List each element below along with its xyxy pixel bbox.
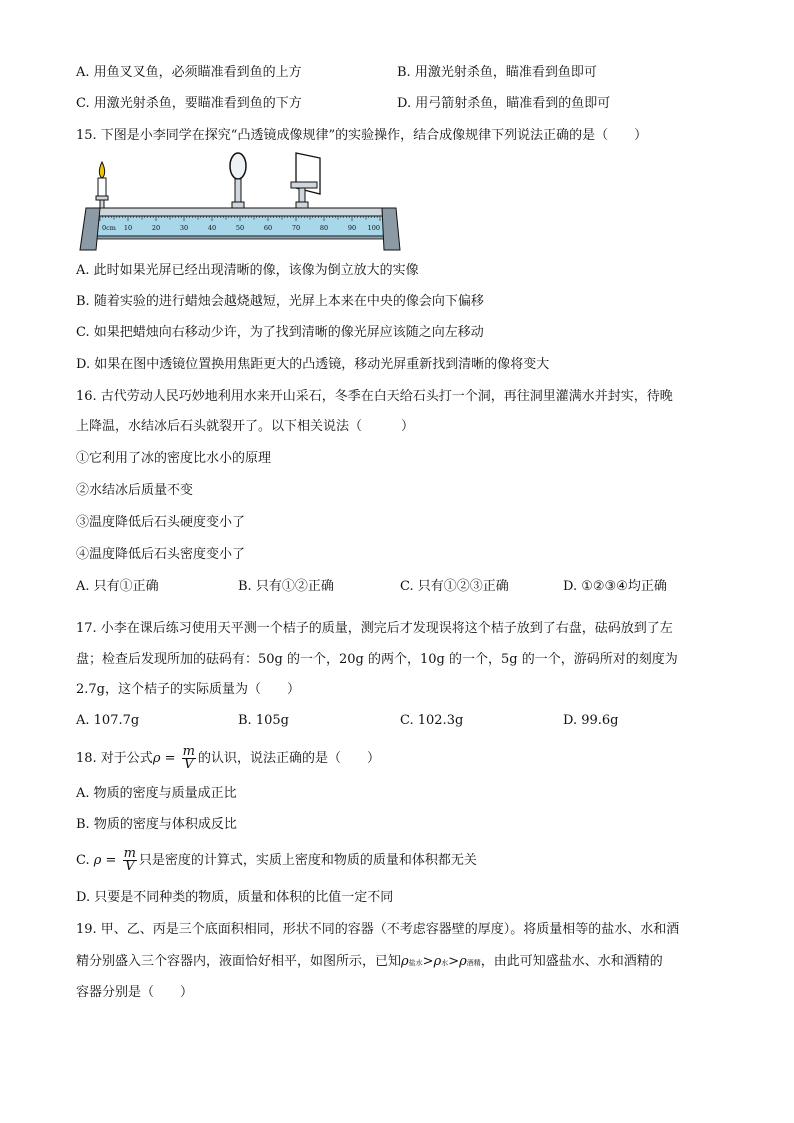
ruler-label: 100 [367,224,380,232]
q16-statement-1: ①它利用了冰的密度比水小的原理 [76,451,272,466]
ruler-label: 20 [151,224,161,232]
q15-stem: 15. 下图是小李同学在探究“凸透镜成像规律”的实验操作，结合成像规律下列说法正确的是（ ） [76,128,648,143]
rho-symbol: ρ [93,853,102,868]
fraction-numerator: m [182,744,195,759]
q18-option-c-label: C. [76,853,90,868]
fraction-denominator: V [184,757,194,772]
q15-option-c: C. 如果把蜡烛向右移动少许，为了找到清晰的像光屏应该随之向左移动 [76,325,484,340]
q17-stem-line1: 17. 小李在课后练习使用天平测一个桔子的质量，测完后才发现误将这个桔子放到了右盘，砝码放到了左 [76,621,673,636]
fraction-denominator: V [125,859,135,874]
ruler-label: 30 [179,224,189,232]
q16-statement-2: ②水结冰后质量不变 [76,483,194,498]
q15-option-b: B. 随着实验的进行蜡烛会越烧越短，光屏上本来在中央的像会向下偏移 [76,294,484,309]
q18-option-b: B. 物质的密度与体积成反比 [76,817,237,832]
ruler-label: 0cm [102,224,116,232]
ruler-label: 90 [347,224,357,232]
q17-option-c: C. 102.3g [400,713,464,728]
rho-symbol: ρ [433,954,442,969]
q17-stem-line2: 盘；检查后发现所加的砝码有：50g 的一个，20g 的两个，10g 的一个，5g 的一个，游码所对的刻度为 [76,652,678,667]
greater-than-sign: > [422,954,434,969]
q18-stem-suffix: 的认识，说法正确的是（ ） [197,751,380,766]
q17-option-a: A. 107.7g [76,713,140,728]
q16-option-a: A. 只有①正确 [76,579,159,594]
q18-option-d: D. 只要是不同种类的物质，质量和体积的比值一定不同 [76,890,394,905]
q16-statement-3: ③温度降低后石头硬度变小了 [76,515,246,530]
equals-sign: = [160,751,180,766]
q15-option-d: D. 如果在图中透镜位置换用焦距更大的凸透镜，移动光屏重新找到清晰的像将变大 [76,357,550,372]
q17-option-b: B. 105g [238,713,289,728]
q16-stem-line2: 上降温，水结冰后石头就裂开了。以下相关说法（ ） [76,419,415,434]
q18-option-c [76,848,477,874]
lens-icon [230,153,246,216]
ruler-label: 70 [291,224,301,232]
q16-option-b: B. 只有①②正确 [238,579,334,594]
subscript-water: 水 [441,959,449,967]
screen-icon [291,153,320,216]
q14-option-b: B. 用激光射杀鱼，瞄准看到鱼即可 [397,65,597,80]
q14-option-a: A. 用鱼叉叉鱼，必须瞄准看到鱼的上方 [76,65,302,80]
q15-option-a: A. 此时如果光屏已经出现清晰的像，该像为倒立放大的实像 [76,263,419,278]
rho-symbol: ρ [459,954,467,969]
q16-option-c: C. 只有①②③正确 [400,579,509,594]
density-formula-fraction [182,746,196,771]
ruler-label: 50 [235,224,245,232]
q16-option-d: D. ①②③④均正确 [563,579,667,594]
ruler-label: 80 [319,224,329,232]
ruler-label: 10 [123,224,133,232]
q16-stem-line1: 16. 古代劳动人民巧妙地利用水来开山采石，冬季在白天给石头打一个洞，再往洞里灌满水并封实，待晚 [76,389,673,404]
q19-stem-line2 [76,953,663,972]
q19-stem-line3: 容器分别是（ ） [76,985,194,1000]
fraction-numerator: m [123,846,136,861]
density-formula-fraction [123,848,137,873]
q14-option-d: D. 用弓箭射杀鱼，瞄准看到的鱼即可 [397,96,611,111]
q17-stem-line3: 2.7g，这个桔子的实际质量为（ ） [76,682,300,697]
subscript-alcohol: 酒精 [466,959,481,967]
q18-stem-prefix: 18. 对于公式 [76,751,153,766]
optical-bench-figure [76,150,402,256]
greater-than-sign: > [448,954,460,969]
q18-option-c-text: 只是密度的计算式，实质上密度和物质的质量和体积都无关 [138,853,477,868]
q14-option-c: C. 用激光射杀鱼，要瞄准看到鱼的下方 [76,96,302,111]
q18-stem [76,746,380,772]
rho-symbol: ρ [152,751,161,766]
q18-option-a: A. 物质的密度与质量成正比 [76,786,237,801]
q19-stem-line1: 19. 甲、乙、丙是三个底面积相同，形状不同的容器（不考虑容器壁的厚度）。将质量相等的盐水、水和酒 [76,922,680,937]
ruler-label: 60 [263,224,273,232]
q17-option-d: D. 99.6g [563,713,619,728]
subscript-brine: 盐水 [408,959,423,967]
q16-statement-4: ④温度降低后石头密度变小了 [76,547,246,562]
equals-sign: = [101,853,121,868]
rho-symbol: ρ [401,954,409,969]
ruler-label: 40 [207,224,217,232]
q19-stem-line2-end: ，由此可知盛盐水、水和酒精的 [480,954,663,969]
q19-stem-line2-start: 精分别盛入三个容器内，液面恰好相平，如图所示，已知 [76,954,402,969]
